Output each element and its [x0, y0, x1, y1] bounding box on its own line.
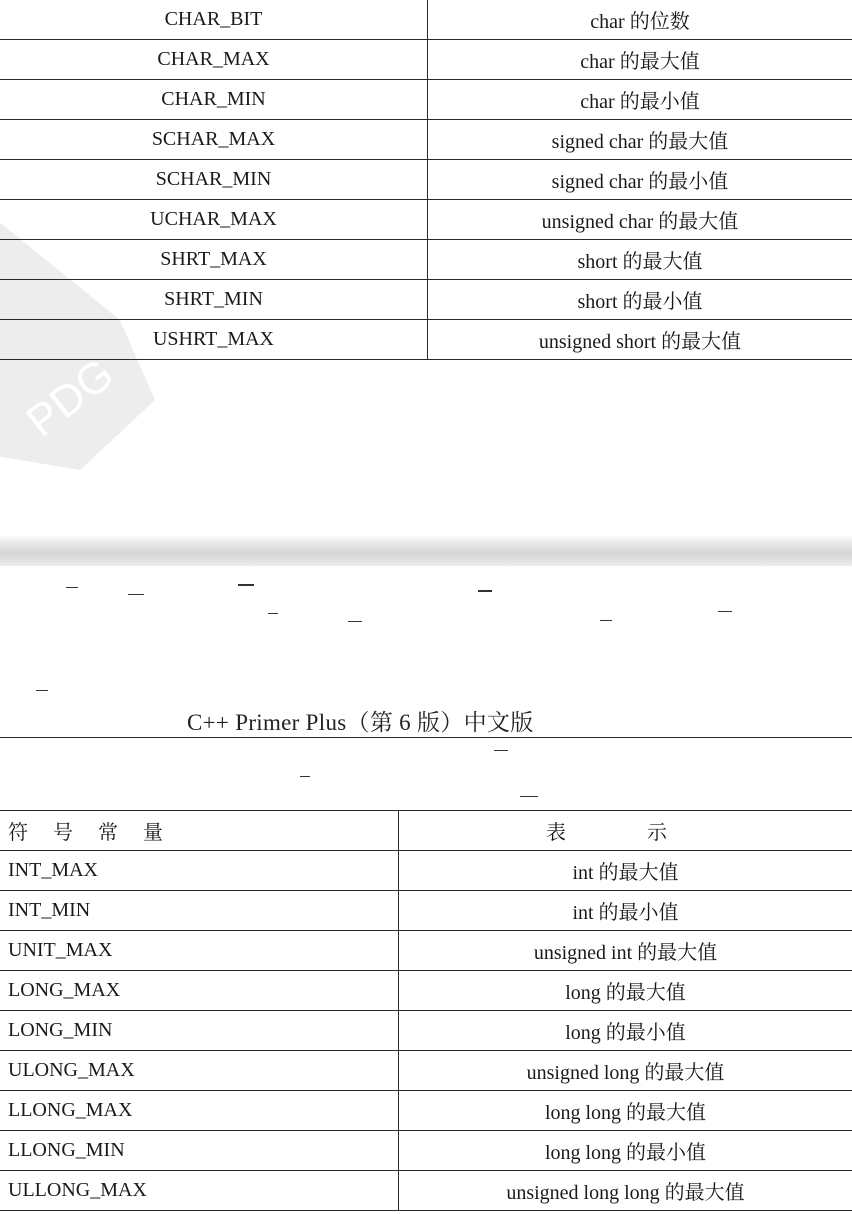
table-row: [0, 40, 852, 80]
meaning-cell: unsigned short 的最大值: [428, 320, 852, 360]
symbol-cell: [0, 240, 428, 280]
meaning-cell: long long 的最大值: [399, 1091, 852, 1131]
symbol-cell: [0, 1091, 399, 1131]
symbol-name: LONG_MAX: [8, 979, 121, 1001]
symbol-name: LONG_MIN: [8, 1019, 113, 1041]
table-row: [0, 1131, 852, 1171]
running-head: C++ Primer Plus（第 6 版）中文版: [187, 710, 534, 735]
symbol-name: SHRT_MIN: [164, 288, 263, 310]
symbol-name: CHAR_MIN: [161, 88, 266, 110]
meaning-cell: char 的位数: [428, 0, 852, 40]
symbol-cell: [0, 280, 428, 320]
symbol-name: SCHAR_MIN: [155, 168, 272, 190]
symbol-cell: [0, 1131, 399, 1171]
header-meaning-cell: [399, 811, 852, 851]
limits-table-int-long: [0, 810, 852, 1211]
watermark-text: PDG: [17, 349, 123, 447]
table-row: [0, 120, 852, 160]
header-meaning: 表 示: [546, 822, 705, 844]
symbol-name: USHRT_MAX: [152, 328, 275, 350]
table-row: [0, 931, 852, 971]
table-row: [0, 280, 852, 320]
symbol-cell: [0, 80, 428, 120]
symbol-name: LLONG_MAX: [8, 1099, 133, 1121]
symbol-cell: [0, 160, 428, 200]
symbol-cell: [0, 120, 428, 160]
page-bottom: [0, 566, 852, 1214]
symbol-name: CHAR_BIT: [164, 8, 263, 30]
meaning-cell: unsigned long long 的最大值: [399, 1171, 852, 1211]
symbol-cell: [0, 0, 428, 40]
symbol-name: SHRT_MAX: [160, 248, 267, 270]
symbol-cell: [0, 851, 399, 891]
symbol-cell: [0, 1171, 399, 1211]
symbol-cell: [0, 1051, 399, 1091]
table-row: [0, 0, 852, 40]
meaning-cell: short 的最小值: [428, 280, 852, 320]
symbol-name: ULONG_MAX: [8, 1059, 135, 1081]
symbol-name: LLONG_MIN: [8, 1139, 125, 1161]
symbol-cell: [0, 971, 399, 1011]
header-symbol: 符 号 常 量: [8, 822, 173, 844]
table-row: [0, 1171, 852, 1211]
meaning-cell: long 的最小值: [399, 1011, 852, 1051]
meaning-cell: long 的最大值: [399, 971, 852, 1011]
table-row: [0, 1091, 852, 1131]
table-row: [0, 240, 852, 280]
page-top: [0, 0, 852, 535]
meaning-cell: char 的最小值: [428, 80, 852, 120]
symbol-cell: [0, 891, 399, 931]
symbol-cell: [0, 40, 428, 80]
table-header-row: [0, 811, 852, 851]
symbol-cell: [0, 1011, 399, 1051]
meaning-cell: unsigned int 的最大值: [399, 931, 852, 971]
meaning-cell: signed char 的最小值: [428, 160, 852, 200]
table-row: [0, 200, 852, 240]
symbol-name: INT_MAX: [8, 859, 98, 881]
meaning-cell: long long 的最小值: [399, 1131, 852, 1171]
meaning-cell: short 的最大值: [428, 240, 852, 280]
table-row: [0, 160, 852, 200]
meaning-cell: char 的最大值: [428, 40, 852, 80]
meaning-cell: int 的最大值: [399, 851, 852, 891]
symbol-name: ULLONG_MAX: [8, 1179, 147, 1201]
meaning-cell: signed char 的最大值: [428, 120, 852, 160]
table-row: [0, 1011, 852, 1051]
symbol-name: SCHAR_MAX: [151, 128, 276, 150]
table-row: [0, 851, 852, 891]
table-row: [0, 891, 852, 931]
meaning-cell: unsigned long 的最大值: [399, 1051, 852, 1091]
meaning-cell: unsigned char 的最大值: [428, 200, 852, 240]
table-row: [0, 971, 852, 1011]
table-row: [0, 80, 852, 120]
symbol-cell: [0, 931, 399, 971]
symbol-cell: [0, 200, 428, 240]
symbol-name: INT_MIN: [8, 899, 91, 921]
limits-table-char-short: [0, 0, 852, 360]
header-rule: [0, 737, 852, 738]
symbol-name: UNIT_MAX: [8, 939, 113, 961]
symbol-name: UCHAR_MAX: [150, 208, 277, 230]
symbol-name: CHAR_MAX: [157, 48, 270, 70]
header-symbol-cell: [0, 811, 399, 851]
table-row: [0, 1051, 852, 1091]
meaning-cell: int 的最小值: [399, 891, 852, 931]
symbol-cell: [0, 320, 428, 360]
page-separator: [0, 535, 852, 566]
table-row: [0, 320, 852, 360]
